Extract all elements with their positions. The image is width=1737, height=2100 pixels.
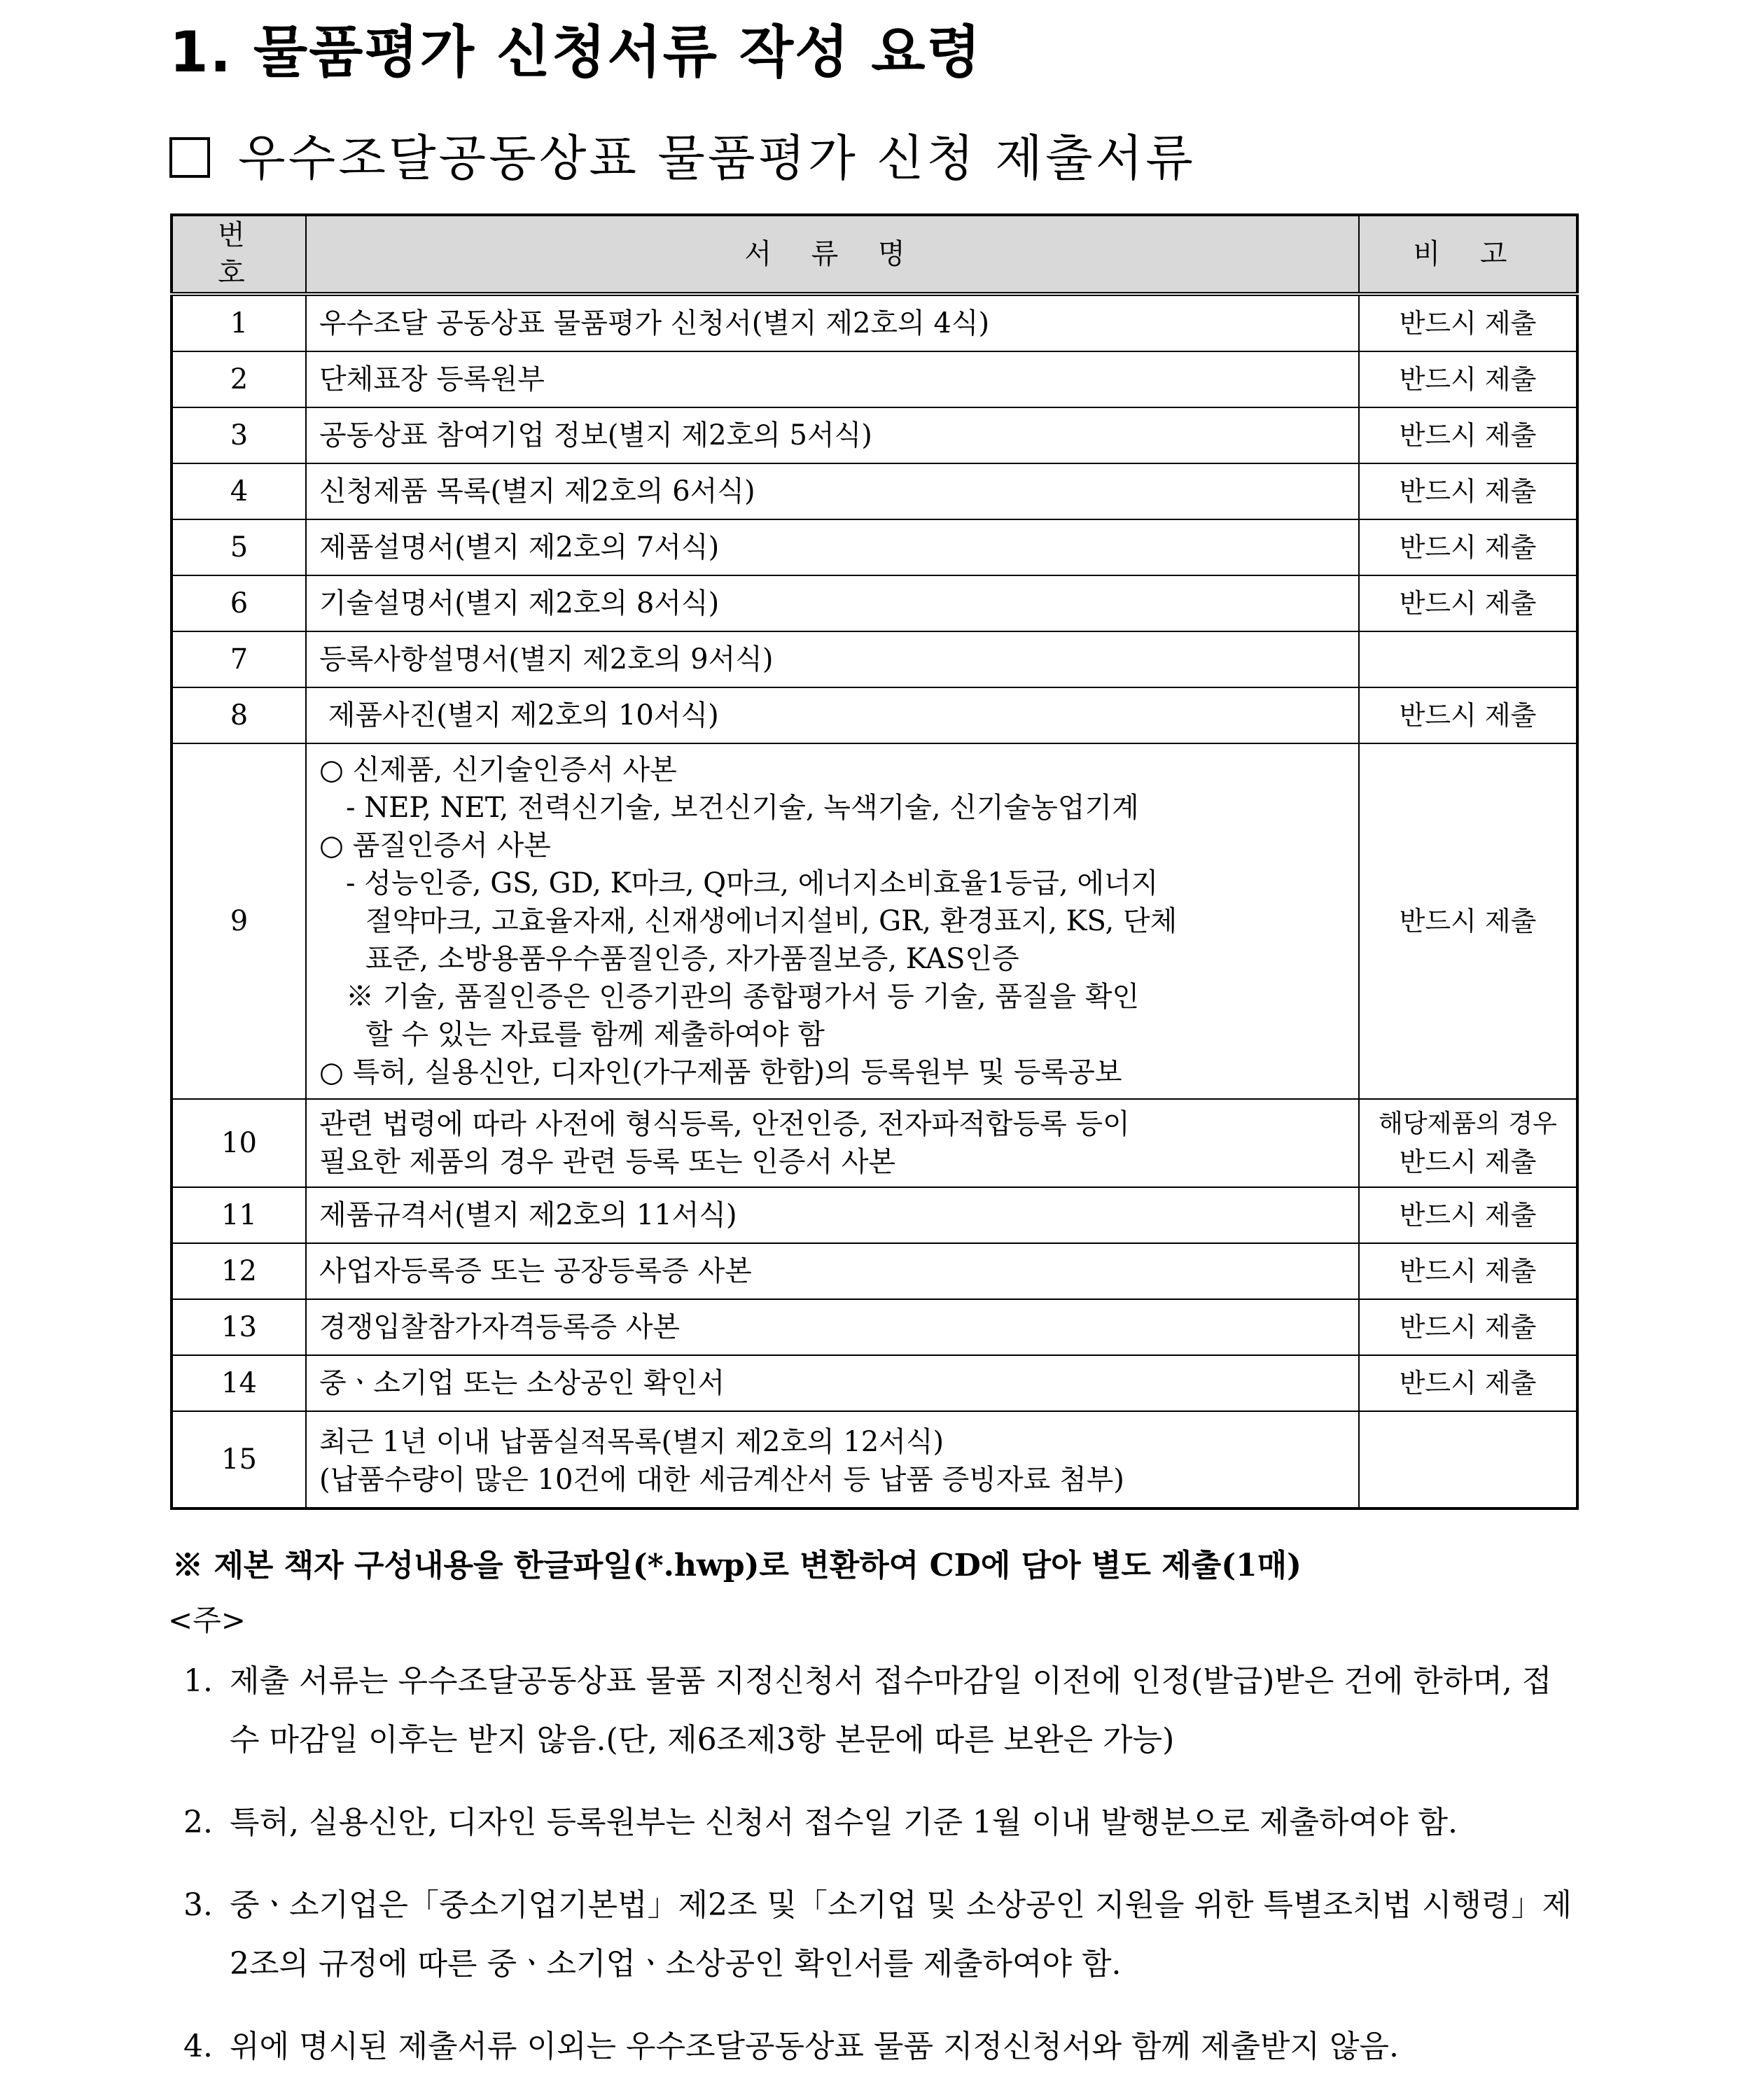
row-number: 15 xyxy=(172,1411,306,1508)
cert-line: 할 수 있는 자료를 함께 제출하여야 함 xyxy=(365,1018,825,1051)
row-number: 4 xyxy=(172,463,306,519)
cert-line: ○ 특허, 실용신안, 디자인(가구제품 한함)의 등록원부 및 등록공보 xyxy=(319,1056,1122,1088)
row-number: 12 xyxy=(172,1243,306,1299)
note-number: 4. xyxy=(183,2029,213,2064)
cert-line: - 성능인증, GS, GD, K마크, Q마크, 에너지소비효율1등급, 에너지 xyxy=(346,867,1159,899)
remarks-line: 반드시 제출 xyxy=(1399,1147,1537,1177)
row-remarks xyxy=(1359,631,1577,687)
row-number: 14 xyxy=(172,1355,306,1411)
notes-heading: <주> xyxy=(168,1603,246,1637)
name-line: 최근 1년 이내 납품실적목록(별지 제2호의 12서식) xyxy=(319,1426,944,1458)
name-line: 필요한 제품의 경우 관련 등록 또는 인증서 사본 xyxy=(319,1146,896,1178)
table-row xyxy=(172,519,1577,575)
cert-line: ※ 기술, 품질인증은 인증기관의 종합평가서 등 기술, 품질을 확인 xyxy=(346,981,1140,1013)
row-document-name: 등록사항설명서(별지 제2호의 9서식) xyxy=(306,631,1359,687)
row-document-name: 기술설명서(별지 제2호의 8서식) xyxy=(306,575,1359,631)
row-remarks: 반드시 제출 xyxy=(1359,575,1577,631)
section-subtitle xyxy=(169,119,1196,190)
table-header-row xyxy=(172,215,1577,294)
cert-line: ○ 품질인증서 사본 xyxy=(319,830,551,862)
table-row xyxy=(172,687,1577,743)
name-line: 관련 법령에 따라 사전에 형식등록, 안전인증, 전자파적합등록 등이 xyxy=(319,1108,1130,1140)
note-text: 중ㆍ소기업은「중소기업기본법」제2조 및「소기업 및 소상공인 지원을 위한 특별조치법 시행령」제2조의 규정에 따른 중ㆍ소기업ㆍ소상공인 확인서를 제출하여야 함. xyxy=(230,1887,1572,1982)
row-document-name: 사업자등록증 또는 공장등록증 사본 xyxy=(306,1243,1359,1299)
table-row xyxy=(172,1299,1577,1355)
subtitle-text: 우수조달공동상표 물품평가 신청 제출서류 xyxy=(238,130,1196,187)
row-number: 7 xyxy=(172,631,306,687)
row-document-name: 제품규격서(별지 제2호의 11서식) xyxy=(306,1187,1359,1243)
note-number: 1. xyxy=(183,1663,213,1699)
note-text: 제출 서류는 우수조달공동상표 물품 지정신청서 접수마감일 이전에 인정(발급)받은 건에 한하며, 접수 마감일 이후는 받지 않음.(단, 제6조제3항 본문에 따른 보완은 가능) xyxy=(230,1663,1552,1758)
name-line: (납품수량이 많은 10건에 대한 세금계산서 등 납품 증빙자료 첨부) xyxy=(319,1464,1124,1496)
row-number: 10 xyxy=(172,1099,306,1187)
row-number: 8 xyxy=(172,687,306,743)
table-row xyxy=(172,407,1577,463)
checkbox-icon xyxy=(169,137,210,178)
table-row xyxy=(172,1355,1577,1411)
table-row xyxy=(172,575,1577,631)
row-remarks: 반드시 제출 xyxy=(1359,463,1577,519)
row-number: 2 xyxy=(172,351,306,407)
row-remarks: 반드시 제출 xyxy=(1359,407,1577,463)
row-document-name: 단체표장 등록원부 xyxy=(306,351,1359,407)
table-row xyxy=(172,1099,1577,1187)
row-remarks xyxy=(1359,1411,1577,1508)
row-document-name: 우수조달 공동상표 물품평가 신청서(별지 제2호의 4식) xyxy=(306,294,1359,351)
row-remarks xyxy=(1359,1099,1577,1187)
note-text: 위에 명시된 제출서류 이외는 우수조달공동상표 물품 지정신청서와 함께 제출받지 않음. xyxy=(230,2029,1400,2064)
table-row xyxy=(172,294,1577,351)
header-remarks: 비 고 xyxy=(1359,215,1577,294)
page-title: 1. 물품평가 신청서류 작성 요령 xyxy=(169,20,982,85)
row-number: 5 xyxy=(172,519,306,575)
row-remarks: 반드시 제출 xyxy=(1359,743,1577,1099)
header-document-name: 서 류 명 xyxy=(306,215,1359,294)
table-row xyxy=(172,463,1577,519)
table-row xyxy=(172,1411,1577,1508)
list-item xyxy=(183,2017,1577,2076)
row-number: 3 xyxy=(172,407,306,463)
row-number: 11 xyxy=(172,1187,306,1243)
row-document-name: 제품사진(별지 제2호의 10서식) xyxy=(306,687,1359,743)
table-row xyxy=(172,631,1577,687)
row-number: 13 xyxy=(172,1299,306,1355)
row-document-name: 중ㆍ소기업 또는 소상공인 확인서 xyxy=(306,1355,1359,1411)
cert-line: 표준, 소방용품우수품질인증, 자가품질보증, KAS인증 xyxy=(365,943,1019,975)
list-item xyxy=(183,1876,1577,1994)
list-item xyxy=(183,1793,1577,1852)
table-row-certificates xyxy=(172,743,1577,1099)
documents-table xyxy=(170,214,1579,1510)
note-text: 특허, 실용신안, 디자인 등록원부는 신청서 접수일 기준 1월 이내 발행분으로 제출하여야 함. xyxy=(230,1805,1458,1840)
row-remarks: 반드시 제출 xyxy=(1359,351,1577,407)
row-document-name xyxy=(306,1411,1359,1508)
header-number: 번 호 xyxy=(172,215,306,294)
row-remarks: 반드시 제출 xyxy=(1359,687,1577,743)
list-item xyxy=(183,1652,1577,1770)
row-number: 6 xyxy=(172,575,306,631)
cert-line: 절약마크, 고효율자재, 신재생에너지설비, GR, 환경표지, KS, 단체 xyxy=(365,905,1178,937)
note-number: 3. xyxy=(183,1887,213,1923)
notes-list xyxy=(183,1652,1577,2100)
row-document-name: 제품설명서(별지 제2호의 7서식) xyxy=(306,519,1359,575)
row-document-name xyxy=(306,1099,1359,1187)
row-remarks: 반드시 제출 xyxy=(1359,1243,1577,1299)
row-document-name: 공동상표 참여기업 정보(별지 제2호의 5서식) xyxy=(306,407,1359,463)
cert-line: ○ 신제품, 신기술인증서 사본 xyxy=(319,754,677,786)
submission-note: ※ 제본 책자 구성내용을 한글파일(*.hwp)로 변환하여 CD에 담아 별도 제출(1매) xyxy=(172,1548,1302,1583)
table-row xyxy=(172,1243,1577,1299)
table-row xyxy=(172,351,1577,407)
row-number: 9 xyxy=(172,743,306,1099)
row-document-name: 신청제품 목록(별지 제2호의 6서식) xyxy=(306,463,1359,519)
row-remarks: 반드시 제출 xyxy=(1359,294,1577,351)
row-document-name xyxy=(306,743,1359,1099)
table-row xyxy=(172,1187,1577,1243)
row-remarks: 반드시 제출 xyxy=(1359,1187,1577,1243)
remarks-line: 해당제품의 경우 xyxy=(1379,1110,1557,1138)
row-remarks: 반드시 제출 xyxy=(1359,1299,1577,1355)
note-number: 2. xyxy=(183,1805,213,1840)
row-remarks: 반드시 제출 xyxy=(1359,519,1577,575)
row-number: 1 xyxy=(172,294,306,351)
row-document-name: 경쟁입찰참가자격등록증 사본 xyxy=(306,1299,1359,1355)
cert-line: - NEP, NET, 전력신기술, 보건신기술, 녹색기술, 신기술농업기계 xyxy=(346,792,1139,824)
row-remarks: 반드시 제출 xyxy=(1359,1355,1577,1411)
